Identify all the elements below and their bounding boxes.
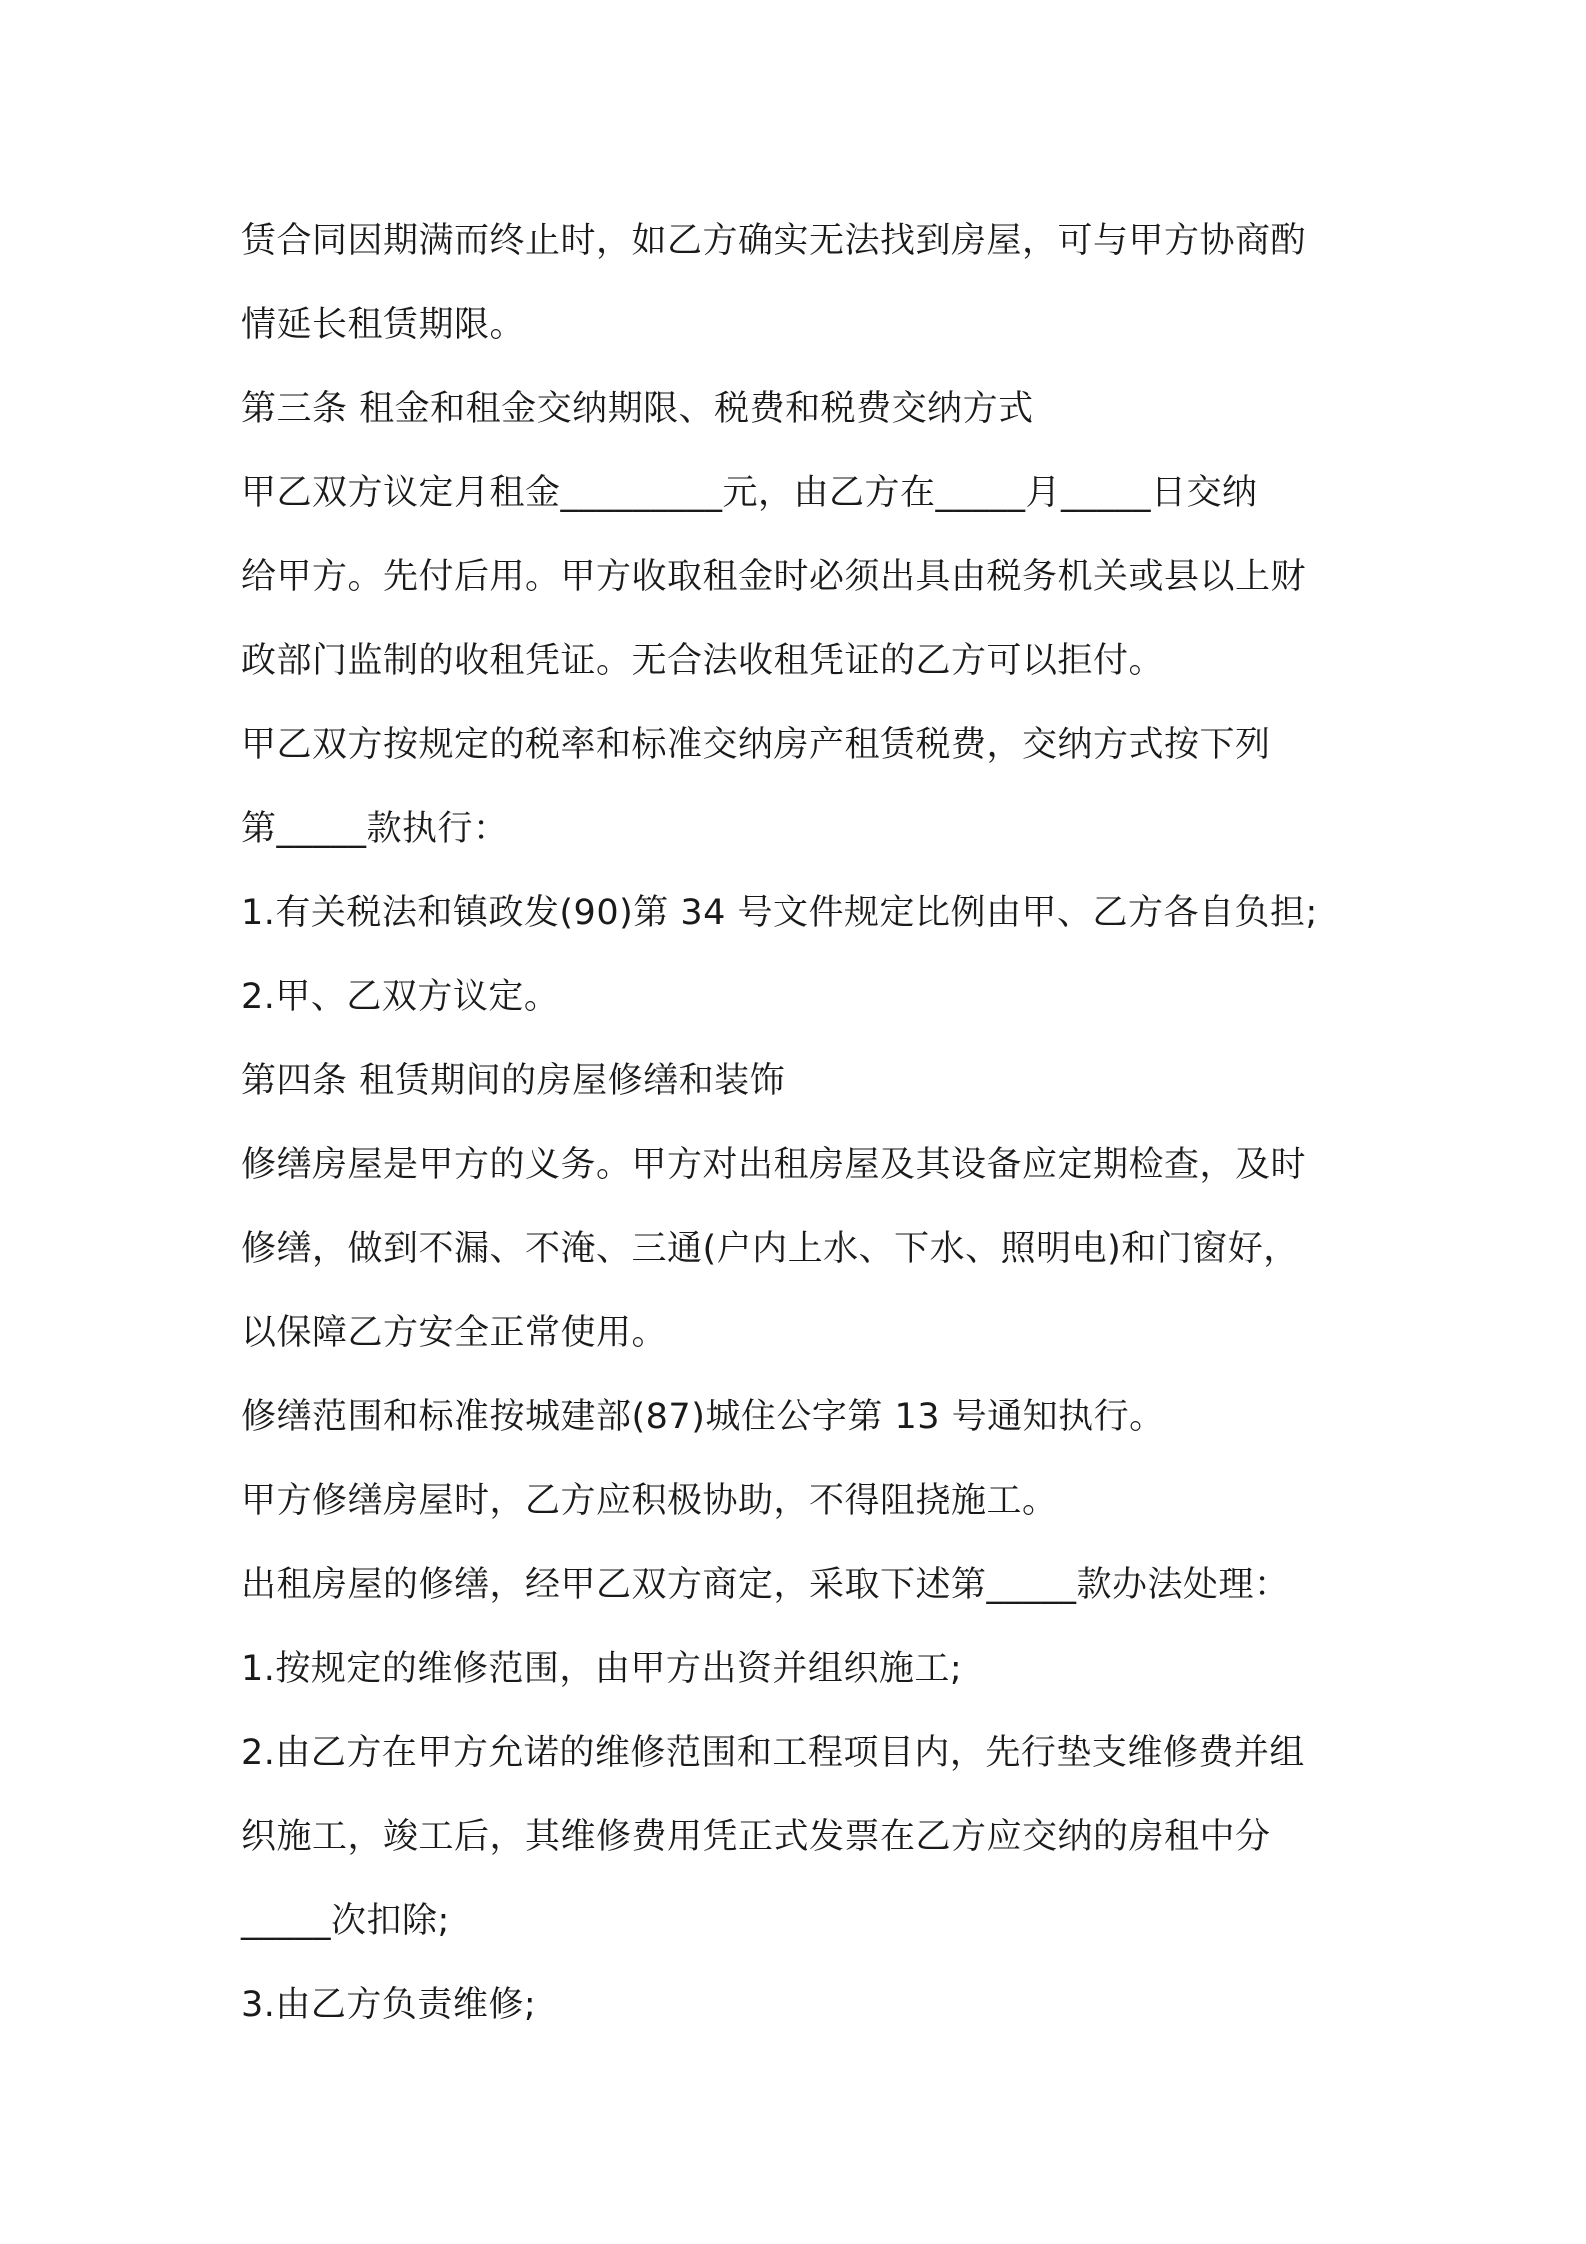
section-heading: 第三条 租金和租金交纳期限、税费和税费交纳方式 bbox=[241, 389, 1034, 429]
list-item: 1.有关税法和镇政发(90)第 34 号文件规定比例由甲、乙方各自负担; bbox=[241, 893, 1318, 933]
text-line: 织施工，竣工后，其维修费用凭正式发票在乙方应交纳的房租中分 bbox=[241, 1817, 1271, 1857]
text-line: 政部门监制的收租凭证。无合法收租凭证的乙方可以拒付。 bbox=[241, 641, 1165, 681]
text-line: 甲乙双方议定月租金_________元，由乙方在_____月_____日交纳 bbox=[241, 473, 1258, 513]
text-line: 修缮，做到不漏、不淹、三通(户内上水、下水、照明电)和门窗好， bbox=[241, 1229, 1299, 1269]
text-line: 以保障乙方安全正常使用。 bbox=[241, 1313, 668, 1353]
list-item: 2.甲、乙双方议定。 bbox=[241, 977, 560, 1017]
text-line: 给甲方。先付后用。甲方收取租金时必须出具由税务机关或县以上财 bbox=[241, 557, 1307, 597]
text-line: 修缮范围和标准按城建部(87)城住公字第 13 号通知执行。 bbox=[241, 1397, 1165, 1437]
text-line: 甲方修缮房屋时，乙方应积极协助，不得阻挠施工。 bbox=[241, 1481, 1058, 1521]
document-body bbox=[241, 199, 1361, 2047]
text-line: 修缮房屋是甲方的义务。甲方对出租房屋及其设备应定期检查，及时 bbox=[241, 1145, 1307, 1185]
text-line: 出租房屋的修缮，经甲乙双方商定，采取下述第_____款办法处理： bbox=[241, 1565, 1290, 1605]
list-item: 3.由乙方负责维修; bbox=[241, 1985, 537, 2025]
text-line: 第_____款执行： bbox=[241, 809, 509, 849]
text-line: _____次扣除; bbox=[241, 1901, 450, 1941]
section-heading: 第四条 租赁期间的房屋修缮和装饰 bbox=[241, 1061, 786, 1101]
text-line: 情延长租赁期限。 bbox=[241, 305, 526, 345]
list-item: 2.由乙方在甲方允诺的维修范围和工程项目内，先行垫支维修费并组 bbox=[241, 1733, 1305, 1773]
text-line: 赁合同因期满而终止时，如乙方确实无法找到房屋，可与甲方协商酌 bbox=[241, 221, 1307, 261]
list-item: 1.按规定的维修范围，由甲方出资并组织施工; bbox=[241, 1649, 963, 1689]
text-line: 甲乙双方按规定的税率和标准交纳房产租赁税费，交纳方式按下列 bbox=[241, 725, 1271, 765]
